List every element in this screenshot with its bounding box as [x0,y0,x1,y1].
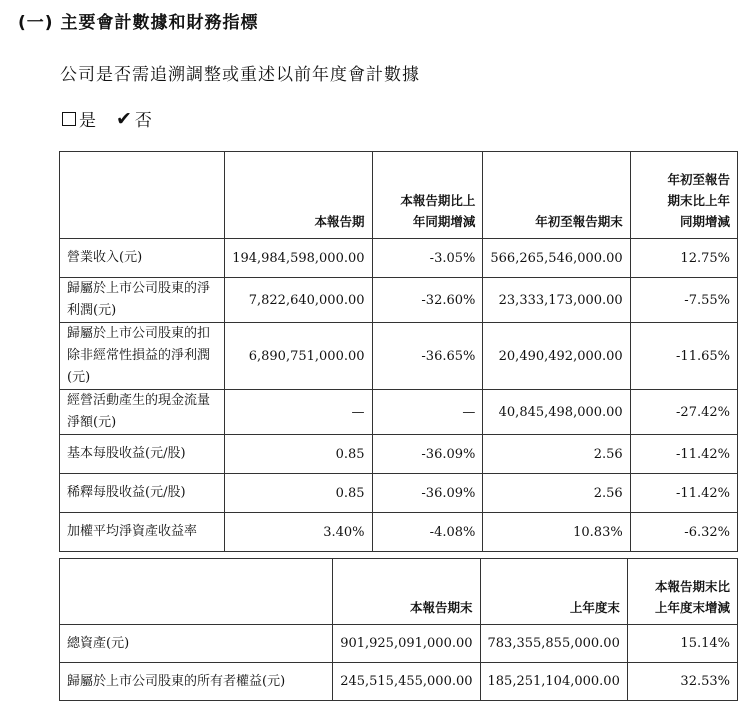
cell-value: 7,822,640,000.00 [225,278,372,323]
header-cell: 本報告期比上年同期增減 [372,152,483,239]
checkmark-icon: ✔ [116,107,132,130]
table-row [60,278,738,323]
cell-value: 0.85 [225,474,372,513]
cell-value: -36.09% [372,435,483,474]
cell-value: -11.65% [630,323,737,390]
cell-value: -6.32% [630,513,737,552]
table-row [60,323,738,390]
restatement-question: 公司是否需追溯調整或重述以前年度會計數據 [60,65,420,85]
header-cell [60,152,225,239]
row-label: 總資產(元) [60,625,333,663]
cell-value: -11.42% [630,474,737,513]
cell-value: 20,490,492,000.00 [483,323,630,390]
cell-value: — [225,390,372,435]
row-label: 經營活動產生的現金流量淨額(元) [60,390,225,435]
cell-value: 566,265,546,000.00 [483,239,630,278]
cell-value: 12.75% [630,239,737,278]
cell-value: 0.85 [225,435,372,474]
cell-value: 2.56 [483,435,630,474]
table-row [60,513,738,552]
table-row [60,474,738,513]
row-label: 歸屬於上市公司股東的扣除非經常性損益的淨利潤(元) [60,323,225,390]
cell-value: 245,515,455,000.00 [333,663,480,701]
header-cell: 本報告期末 [333,559,480,625]
table-header-row [60,152,738,239]
cell-value: -36.09% [372,474,483,513]
cell-value: 783,355,855,000.00 [480,625,627,663]
table-row [60,390,738,435]
header-cell: 年初至報告期末 [483,152,630,239]
cell-value: 32.53% [627,663,737,701]
cell-value: 901,925,091,000.00 [333,625,480,663]
cell-value: — [372,390,483,435]
row-label: 歸屬於上市公司股東的淨利潤(元) [60,278,225,323]
table-row [60,663,738,701]
row-label: 營業收入(元) [60,239,225,278]
header-cell: 本報告期 [225,152,372,239]
cell-value: 40,845,498,000.00 [483,390,630,435]
cell-value: 194,984,598,000.00 [225,239,372,278]
cell-value: -32.60% [372,278,483,323]
key-financial-data-table [59,151,738,552]
cell-value: -11.42% [630,435,737,474]
unchecked-box-icon [62,112,76,126]
cell-value: -27.42% [630,390,737,435]
restatement-answer [62,106,152,131]
header-cell [60,559,333,625]
cell-value: 2.56 [483,474,630,513]
cell-value: 23,333,173,000.00 [483,278,630,323]
cell-value: 15.14% [627,625,737,663]
header-cell: 上年度末 [480,559,627,625]
row-label: 歸屬於上市公司股東的所有者權益(元) [60,663,333,701]
header-cell: 本報告期末比上年度末增減 [627,559,737,625]
table-row [60,435,738,474]
cell-value: -4.08% [372,513,483,552]
yes-option-label: 是 [79,111,96,131]
cell-value: -7.55% [630,278,737,323]
row-label: 加權平均淨資產收益率 [60,513,225,552]
table-row [60,625,738,663]
header-cell: 年初至報告期末比上年同期增減 [630,152,737,239]
table-header-row [60,559,738,625]
cell-value: -36.65% [372,323,483,390]
no-option-label: 否 [134,111,152,131]
cell-value: 6,890,751,000.00 [225,323,372,390]
cell-value: 10.83% [483,513,630,552]
cell-value: 185,251,104,000.00 [480,663,627,701]
cell-value: 3.40% [225,513,372,552]
section-title: (一) 主要會計數據和財務指標 [18,13,259,33]
balance-sheet-table [59,558,738,701]
cell-value: -3.05% [372,239,483,278]
row-label: 基本每股收益(元/股) [60,435,225,474]
row-label: 稀釋每股收益(元/股) [60,474,225,513]
table-row [60,239,738,278]
